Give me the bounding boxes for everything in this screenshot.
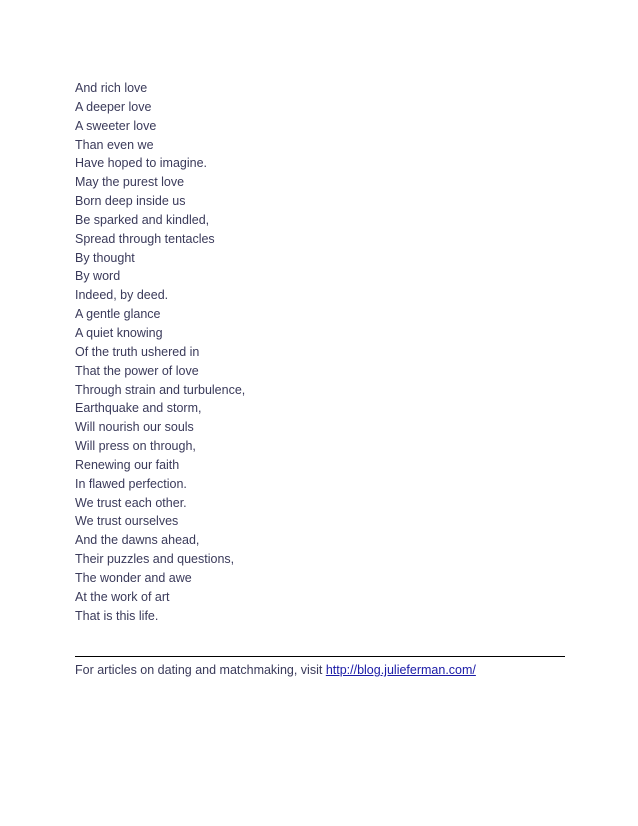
poem-line: By word — [75, 269, 121, 284]
poem-line: A quiet knowing — [75, 325, 163, 340]
poem-line: And the dawns ahead, — [75, 533, 200, 548]
poem-line: Will press on through, — [75, 439, 196, 454]
poem-line: In flawed perfection. — [75, 476, 187, 491]
poem-line: Their puzzles and questions, — [75, 552, 235, 567]
poem-line: The wonder and awe — [75, 570, 192, 585]
poem-line: We trust ourselves — [75, 514, 179, 529]
poem-line: A sweeter love — [75, 118, 157, 133]
poem-line: May the purest love — [75, 175, 185, 190]
poem-line: Earthquake and storm, — [75, 401, 202, 416]
poem-line: Than even we — [75, 137, 154, 152]
poem-line: Have hoped to imagine. — [75, 156, 208, 171]
footer — [75, 662, 476, 678]
poem-line: Spread through tentacles — [75, 231, 215, 246]
poem — [75, 79, 245, 625]
footer-divider — [75, 656, 565, 657]
poem-line: A gentle glance — [75, 307, 161, 322]
poem-line: Born deep inside us — [75, 194, 186, 209]
poem-line: By thought — [75, 250, 135, 265]
poem-line: That the power of love — [75, 363, 199, 378]
footer-text: For articles on dating and matchmaking, visit — [75, 663, 326, 677]
blog-link[interactable]: http://blog.julieferman.com/ — [325, 663, 476, 677]
poem-line: Of the truth ushered in — [75, 344, 200, 359]
poem-line: Will nourish our souls — [75, 420, 194, 435]
poem-line: At the work of art — [75, 589, 170, 604]
poem-line: And rich love — [75, 81, 148, 95]
poem-line: Through strain and turbulence, — [75, 382, 246, 397]
poem-line: A deeper love — [75, 99, 152, 114]
poem-line: We trust each other. — [75, 495, 187, 510]
poem-line: Be sparked and kindled, — [75, 212, 210, 227]
poem-line: Renewing our faith — [75, 457, 180, 472]
poem-line: Indeed, by deed. — [75, 288, 169, 303]
poem-line: That is this life. — [75, 608, 159, 623]
